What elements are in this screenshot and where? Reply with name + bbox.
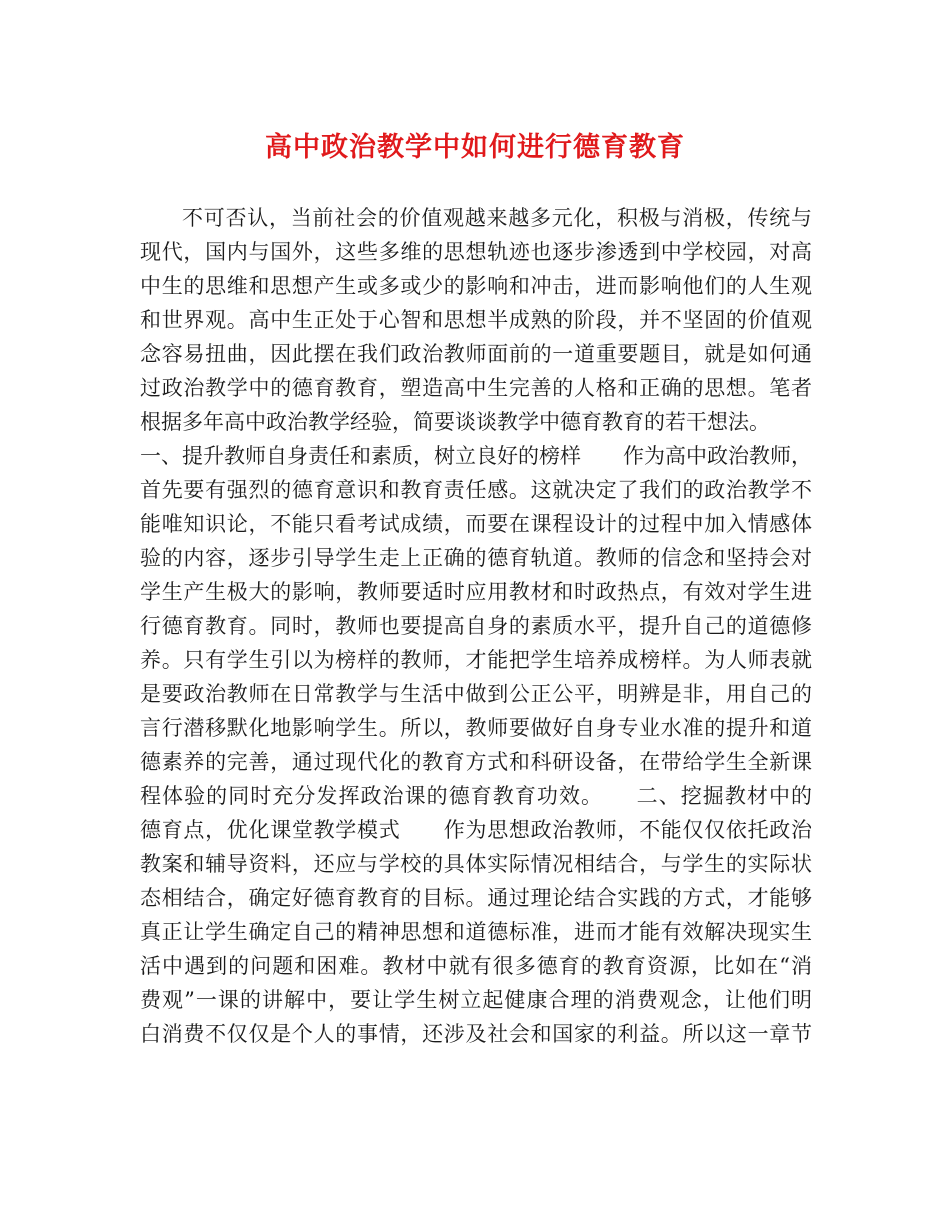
text-line: 验的内容，逐步引导学生走上正确的德育轨道。教师的信念和坚持会对 bbox=[140, 546, 812, 570]
text-line: 过政治教学中的德育教育，塑造高中生完善的人格和正确的思想。笔者 bbox=[140, 376, 812, 400]
text-line: 念容易扭曲，因此摆在我们政治教师面前的一道重要题目，就是如何通 bbox=[140, 342, 812, 366]
text-line: 教案和辅导资料，还应与学校的具体实际情况相结合，与学生的实际状 bbox=[140, 852, 812, 876]
text-line: 德育点，优化课堂教学模式 作为思想政治教师，不能仅仅依托政治 bbox=[140, 818, 812, 842]
text-line: 首先要有强烈的德育意识和教育责任感。这就决定了我们的政治教学不 bbox=[140, 478, 812, 502]
text-line: 能唯知识论，不能只看考试成绩，而要在课程设计的过程中加入情感体 bbox=[140, 512, 812, 536]
text-line: 程体验的同时充分发挥政治课的德育教育功效。 二、挖掘教材中的 bbox=[140, 784, 812, 808]
text-line: 和世界观。高中生正处于心智和思想半成熟的阶段，并不坚固的价值观 bbox=[140, 308, 812, 332]
text-line: 现代，国内与国外，这些多维的思想轨迹也逐步渗透到中学校园，对高 bbox=[140, 240, 812, 264]
text-line: 中生的思维和思想产生或多或少的影响和冲击，进而影响他们的人生观 bbox=[140, 274, 812, 298]
text-line: 白消费不仅仅是个人的事情，还涉及社会和国家的利益。所以这一章节 bbox=[140, 1022, 812, 1046]
text-line: 行德育教育。同时，教师也要提高自身的素质水平，提升自己的道德修 bbox=[140, 614, 812, 638]
text-line: 费观”一课的讲解中，要让学生树立起健康合理的消费观念，让他们明 bbox=[140, 988, 812, 1012]
text-line: 言行潜移默化地影响学生。所以，教师要做好自身专业水准的提升和道 bbox=[140, 716, 812, 740]
document-title: 高中政治教学中如何进行德育教育 bbox=[265, 132, 685, 163]
text-line: 不可否认，当前社会的价值观越来越多元化，积极与消极，传统与 bbox=[182, 206, 812, 230]
text-line: 一、提升教师自身责任和素质，树立良好的榜样 作为高中政治教师， bbox=[140, 444, 812, 468]
text-line: 真正让学生确定自己的精神思想和道德标准，进而才能有效解决现实生 bbox=[140, 920, 812, 944]
text-line: 根据多年高中政治教学经验，简要谈谈教学中德育教育的若干想法。 bbox=[140, 410, 770, 434]
text-line: 态相结合，确定好德育教育的目标。通过理论结合实践的方式，才能够 bbox=[140, 886, 812, 910]
text-line: 学生产生极大的影响，教师要适时应用教材和时政热点，有效对学生进 bbox=[140, 580, 812, 604]
text-line: 活中遇到的问题和困难。教材中就有很多德育的教育资源，比如在“消 bbox=[140, 954, 812, 978]
text-line: 德素养的完善，通过现代化的教育方式和科研设备，在带给学生全新课 bbox=[140, 750, 812, 774]
document-body bbox=[140, 201, 812, 1051]
text-line: 是要政治教师在日常教学与生活中做到公正公平，明辨是非，用自己的 bbox=[140, 682, 812, 706]
text-line: 养。只有学生引以为榜样的教师，才能把学生培养成榜样。为人师表就 bbox=[140, 648, 812, 672]
